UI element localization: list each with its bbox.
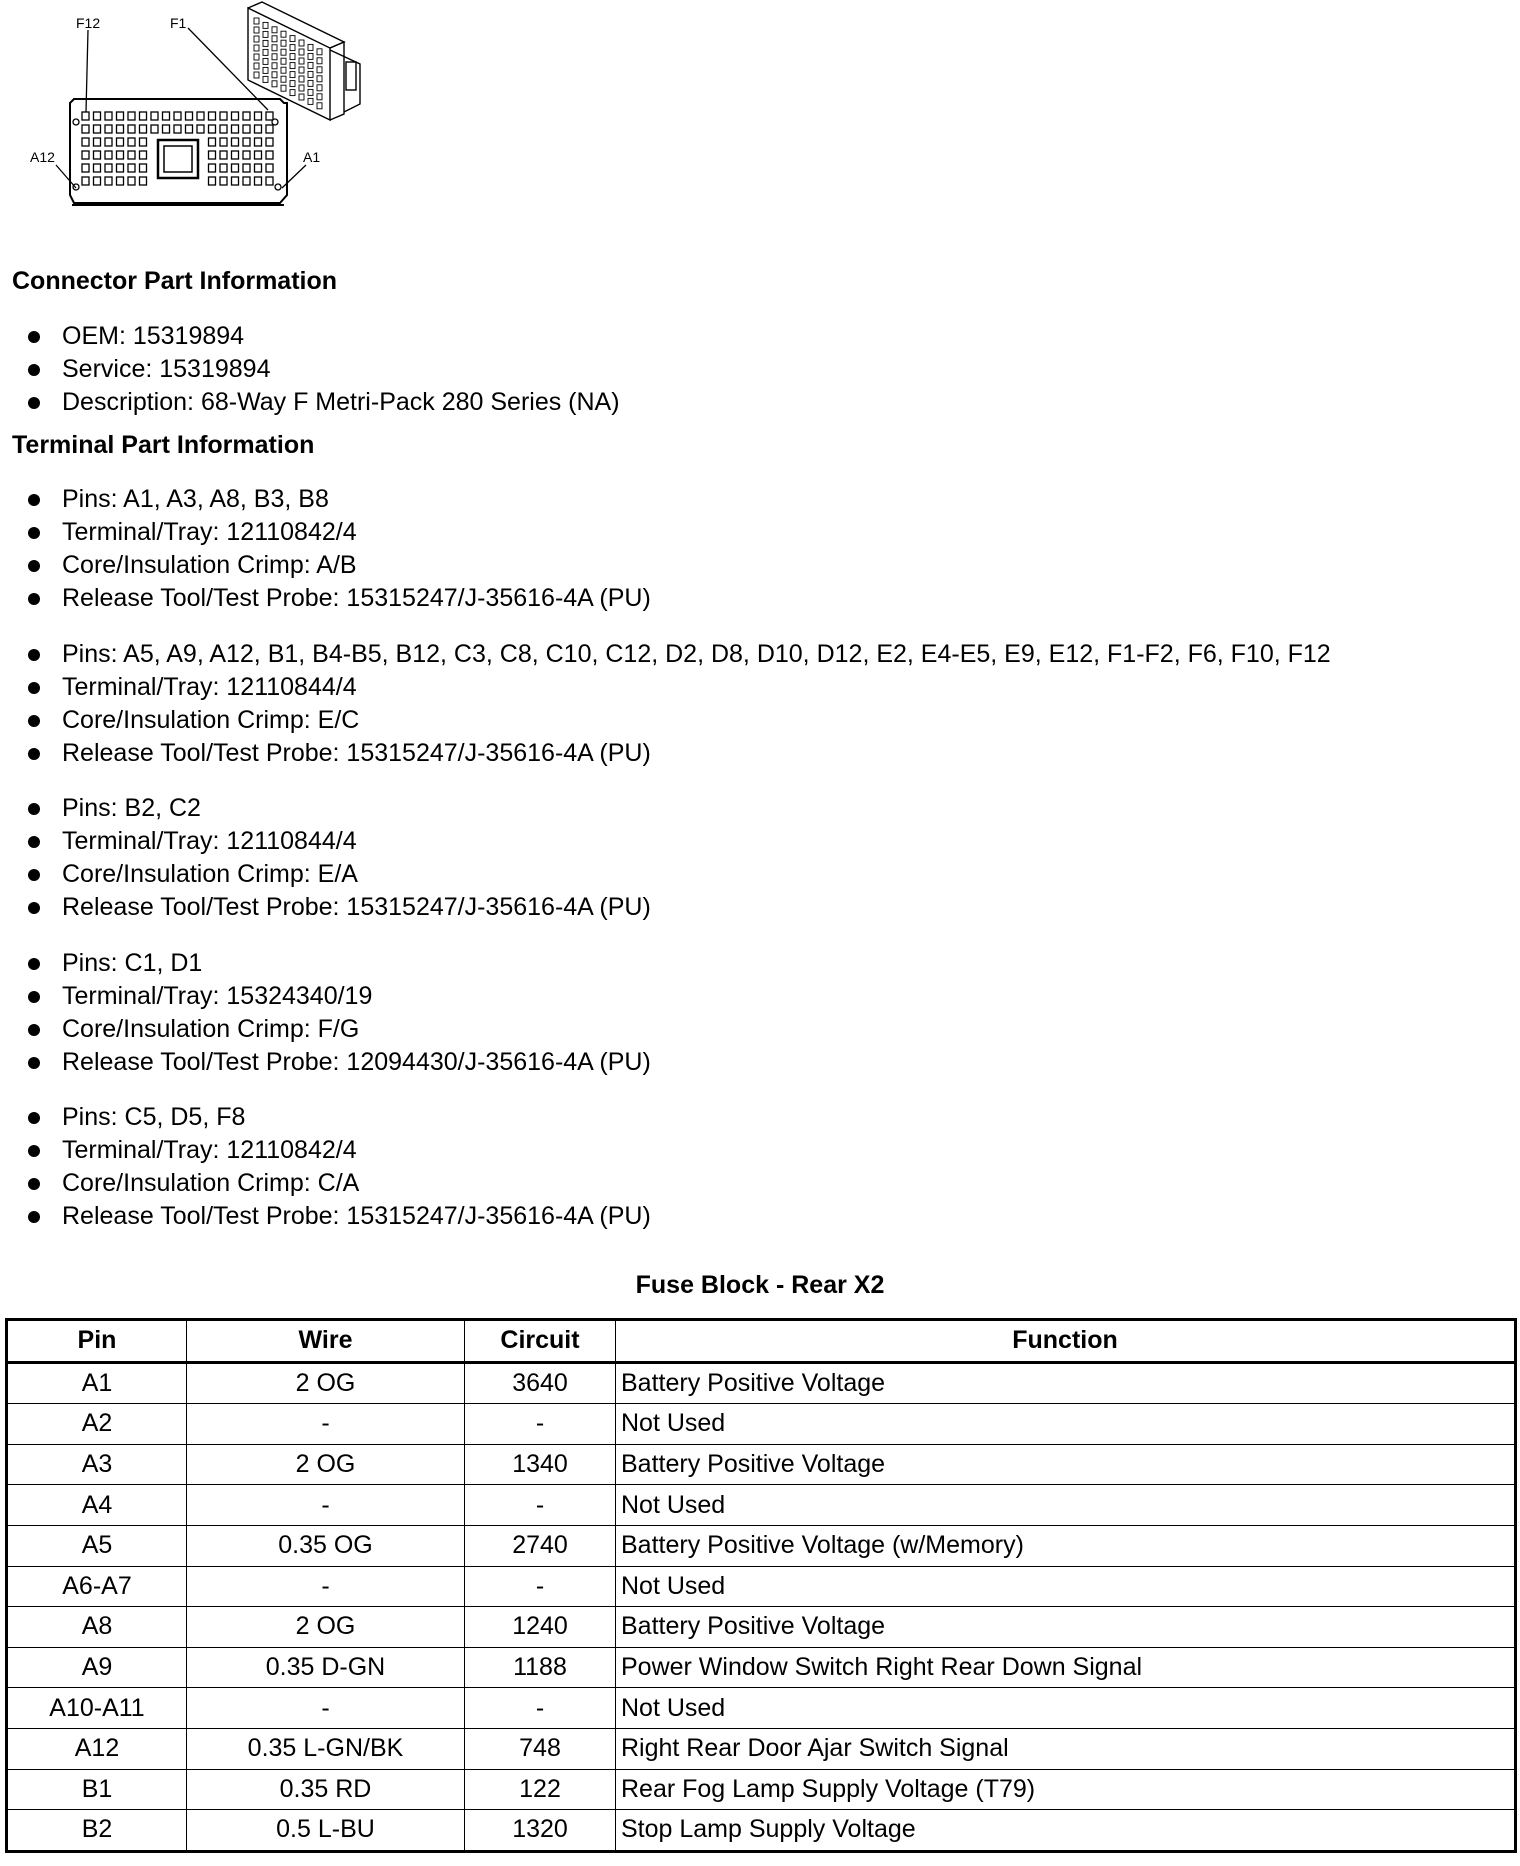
pin-cell: A1 xyxy=(7,1362,187,1404)
table-row xyxy=(7,1607,1516,1648)
cavity xyxy=(105,138,112,146)
terminal-info-heading: Terminal Part Information xyxy=(12,431,315,459)
circuit-cell: - xyxy=(465,1404,616,1445)
cavity xyxy=(220,164,227,172)
cavity xyxy=(117,151,124,159)
connector-info-heading: Connector Part Information xyxy=(12,267,338,295)
iso-cavity xyxy=(263,40,268,46)
pin-cell: A2 xyxy=(7,1404,187,1445)
cavity xyxy=(186,112,193,120)
wire-cell: - xyxy=(187,1566,465,1607)
pin-cell: B2 xyxy=(7,1810,187,1852)
iso-cavity xyxy=(272,63,277,69)
iso-cavity xyxy=(272,54,277,60)
cavity xyxy=(209,112,216,120)
cavity xyxy=(163,112,170,120)
iso-cavity xyxy=(299,49,304,55)
terminal-group xyxy=(28,483,651,615)
iso-cavity xyxy=(272,81,277,87)
list-item: Release Tool/Test Probe: 15315247/J-35616-4A (PU) xyxy=(28,737,1331,770)
cavity xyxy=(243,151,250,159)
cavity xyxy=(243,138,250,146)
cavity xyxy=(128,125,135,133)
cavity xyxy=(209,151,216,159)
wire-cell: 0.35 L-GN/BK xyxy=(187,1728,465,1769)
iso-cavity xyxy=(299,85,304,91)
cavity xyxy=(232,164,239,172)
iso-cavity xyxy=(317,103,322,109)
header-circuit: Circuit xyxy=(465,1320,616,1363)
iso-cavity xyxy=(281,58,286,64)
list-item: Terminal/Tray: 12110844/4 xyxy=(28,825,651,858)
list-item: Core/Insulation Crimp: C/A xyxy=(28,1167,651,1200)
iso-cavity xyxy=(254,54,259,60)
circuit-cell: 1340 xyxy=(465,1444,616,1485)
table-row xyxy=(7,1810,1516,1852)
cavity xyxy=(82,112,89,120)
cavity xyxy=(151,125,158,133)
iso-cavity xyxy=(317,58,322,64)
iso-cavity xyxy=(281,85,286,91)
cavity xyxy=(243,125,250,133)
cavity xyxy=(94,151,101,159)
cavity xyxy=(105,125,112,133)
table-row xyxy=(7,1404,1516,1445)
iso-cavity xyxy=(254,45,259,51)
table-row xyxy=(7,1566,1516,1607)
cavity xyxy=(255,164,262,172)
connector-info-list xyxy=(28,320,620,419)
cavity xyxy=(174,125,181,133)
cavity xyxy=(94,177,101,185)
cavity xyxy=(117,125,124,133)
pin-cell: A9 xyxy=(7,1647,187,1688)
wire-cell: - xyxy=(187,1485,465,1526)
iso-cavity xyxy=(281,31,286,37)
list-item: OEM: 15319894 xyxy=(28,320,620,353)
circuit-cell: 1240 xyxy=(465,1607,616,1648)
list-item: Pins: B2, C2 xyxy=(28,792,651,825)
cavity xyxy=(174,112,181,120)
list-item: Terminal/Tray: 12110842/4 xyxy=(28,1134,651,1167)
table-row xyxy=(7,1444,1516,1485)
iso-cavity xyxy=(308,80,313,86)
cavity xyxy=(140,164,147,172)
function-cell: Not Used xyxy=(616,1688,1516,1729)
circuit-cell: 2740 xyxy=(465,1525,616,1566)
table-row xyxy=(7,1728,1516,1769)
cavity xyxy=(266,138,273,146)
cavity xyxy=(255,125,262,133)
connector-diagram xyxy=(0,0,380,225)
list-item: Core/Insulation Crimp: F/G xyxy=(28,1013,651,1046)
wire-cell: - xyxy=(187,1688,465,1729)
wire-cell: 0.35 D-GN xyxy=(187,1647,465,1688)
terminal-group xyxy=(28,792,651,924)
iso-cavity xyxy=(254,36,259,42)
cavity xyxy=(128,164,135,172)
pin-cell: B1 xyxy=(7,1769,187,1810)
cavity xyxy=(232,177,239,185)
list-item: Pins: C1, D1 xyxy=(28,947,651,980)
cavity xyxy=(128,177,135,185)
cavity xyxy=(266,151,273,159)
list-item: Core/Insulation Crimp: E/C xyxy=(28,704,1331,737)
cavity xyxy=(128,112,135,120)
cavity xyxy=(105,164,112,172)
cavity xyxy=(220,177,227,185)
cavity xyxy=(266,125,273,133)
iso-cavity xyxy=(254,27,259,33)
table-row xyxy=(7,1769,1516,1810)
iso-cavity xyxy=(299,67,304,73)
callout-a12: A12 xyxy=(30,149,55,165)
iso-cavity xyxy=(254,63,259,69)
iso-cavity xyxy=(308,71,313,77)
iso-cavity xyxy=(272,45,277,51)
cavity xyxy=(140,112,147,120)
cavity xyxy=(209,164,216,172)
iso-cavity xyxy=(308,53,313,59)
cavity xyxy=(140,151,147,159)
pin-cell: A6-A7 xyxy=(7,1566,187,1607)
cavity xyxy=(232,138,239,146)
cavity xyxy=(117,138,124,146)
list-item: Terminal/Tray: 12110844/4 xyxy=(28,671,1331,704)
cavity xyxy=(117,164,124,172)
function-cell: Battery Positive Voltage xyxy=(616,1362,1516,1404)
cavity xyxy=(266,164,273,172)
circuit-cell: 122 xyxy=(465,1769,616,1810)
iso-cavity xyxy=(299,94,304,100)
iso-cavity xyxy=(308,89,313,95)
cavity xyxy=(82,125,89,133)
list-item: Release Tool/Test Probe: 15315247/J-35616-4A (PU) xyxy=(28,891,651,924)
list-item: Terminal/Tray: 15324340/19 xyxy=(28,980,651,1013)
cavity xyxy=(197,125,204,133)
circuit-cell: 748 xyxy=(465,1728,616,1769)
list-item: Description: 68-Way F Metri-Pack 280 Series (NA) xyxy=(28,386,620,419)
circuit-cell: - xyxy=(465,1688,616,1729)
iso-cavity xyxy=(263,31,268,37)
iso-cavity xyxy=(272,72,277,78)
function-cell: Right Rear Door Ajar Switch Signal xyxy=(616,1728,1516,1769)
iso-cavity xyxy=(317,67,322,73)
cavity xyxy=(117,112,124,120)
list-item: Core/Insulation Crimp: E/A xyxy=(28,858,651,891)
function-cell: Not Used xyxy=(616,1566,1516,1607)
cavity xyxy=(105,151,112,159)
cavity xyxy=(140,125,147,133)
iso-cavity xyxy=(272,27,277,33)
circuit-cell: 1320 xyxy=(465,1810,616,1852)
iso-cavity xyxy=(299,40,304,46)
wire-cell: 0.35 OG xyxy=(187,1525,465,1566)
cavity xyxy=(209,177,216,185)
cavity xyxy=(255,138,262,146)
function-cell: Battery Positive Voltage (w/Memory) xyxy=(616,1525,1516,1566)
list-item: Service: 15319894 xyxy=(28,353,620,386)
cavity xyxy=(243,164,250,172)
pin-cell: A4 xyxy=(7,1485,187,1526)
table-header-row xyxy=(7,1320,1516,1363)
cavity xyxy=(82,164,89,172)
cavity xyxy=(266,112,273,120)
iso-cavity xyxy=(272,36,277,42)
header-function: Function xyxy=(616,1320,1516,1363)
iso-cavity xyxy=(308,44,313,50)
table-row xyxy=(7,1525,1516,1566)
cavity xyxy=(209,138,216,146)
wire-cell: 2 OG xyxy=(187,1444,465,1485)
cavity xyxy=(151,112,158,120)
iso-cavity xyxy=(299,58,304,64)
cavity xyxy=(128,138,135,146)
iso-cavity xyxy=(281,67,286,73)
cavity xyxy=(232,151,239,159)
list-item: Pins: A5, A9, A12, B1, B4-B5, B12, C3, C8, C10, C12, D2, D8, D10, D12, E2, E4-E5, E9, E12, F1-F2, F6, F10, F12 xyxy=(28,638,1331,671)
iso-cavity xyxy=(317,94,322,100)
cavity xyxy=(220,151,227,159)
iso-cavity xyxy=(290,63,295,69)
list-item: Core/Insulation Crimp: A/B xyxy=(28,549,651,582)
function-cell: Not Used xyxy=(616,1404,1516,1445)
terminal-group xyxy=(28,947,651,1079)
iso-cavity xyxy=(254,72,259,78)
cavity xyxy=(209,125,216,133)
iso-cavity xyxy=(281,49,286,55)
cavity xyxy=(82,177,89,185)
pin-cell: A12 xyxy=(7,1728,187,1769)
cavity xyxy=(140,177,147,185)
cavity xyxy=(243,112,250,120)
cavity xyxy=(94,112,101,120)
cavity xyxy=(82,138,89,146)
cavity xyxy=(220,125,227,133)
wire-cell: 0.35 RD xyxy=(187,1769,465,1810)
cavity xyxy=(128,151,135,159)
iso-cavity xyxy=(263,67,268,73)
cavity xyxy=(105,177,112,185)
iso-cavity xyxy=(290,81,295,87)
iso-cavity xyxy=(263,22,268,28)
list-item: Release Tool/Test Probe: 12094430/J-35616-4A (PU) xyxy=(28,1046,651,1079)
header-wire: Wire xyxy=(187,1320,465,1363)
pin-cell: A10-A11 xyxy=(7,1688,187,1729)
iso-cavity xyxy=(317,76,322,82)
callout-a1: A1 xyxy=(303,149,321,165)
cavity xyxy=(94,164,101,172)
circuit-cell: 1188 xyxy=(465,1647,616,1688)
function-cell: Battery Positive Voltage xyxy=(616,1444,1516,1485)
callout-f12: F12 xyxy=(76,15,101,31)
wire-cell: 2 OG xyxy=(187,1362,465,1404)
cavity xyxy=(94,138,101,146)
iso-cavity xyxy=(290,45,295,51)
cavity xyxy=(82,151,89,159)
cavity xyxy=(232,112,239,120)
terminal-group xyxy=(28,638,1331,770)
list-item: Terminal/Tray: 12110842/4 xyxy=(28,516,651,549)
cavity xyxy=(197,112,204,120)
iso-cavity xyxy=(290,36,295,42)
table-title: Fuse Block - Rear X2 xyxy=(635,1271,885,1299)
iso-cavity xyxy=(308,62,313,68)
circuit-cell: - xyxy=(465,1566,616,1607)
table-row xyxy=(7,1362,1516,1404)
iso-cavity xyxy=(317,85,322,91)
pin-cell: A8 xyxy=(7,1607,187,1648)
iso-cavity xyxy=(263,49,268,55)
wire-cell: - xyxy=(187,1404,465,1445)
iso-cavity xyxy=(281,40,286,46)
table-row xyxy=(7,1647,1516,1688)
cavity xyxy=(220,138,227,146)
wire-cell: 0.5 L-BU xyxy=(187,1810,465,1852)
connector-isometric-view xyxy=(248,2,360,120)
cavity xyxy=(255,177,262,185)
cavity xyxy=(220,112,227,120)
iso-cavity xyxy=(290,90,295,96)
iso-cavity xyxy=(299,76,304,82)
cavity xyxy=(186,125,193,133)
cavity xyxy=(140,138,147,146)
pinout-table xyxy=(5,1318,1517,1853)
iso-cavity xyxy=(290,54,295,60)
terminal-group xyxy=(28,1101,651,1233)
iso-cavity xyxy=(281,76,286,82)
iso-cavity xyxy=(308,98,313,104)
table-row xyxy=(7,1688,1516,1729)
cavity xyxy=(243,177,250,185)
pin-cell: A3 xyxy=(7,1444,187,1485)
function-cell: Stop Lamp Supply Voltage xyxy=(616,1810,1516,1852)
cavity xyxy=(163,125,170,133)
iso-cavity xyxy=(263,76,268,82)
pin-cell: A5 xyxy=(7,1525,187,1566)
cavity xyxy=(255,151,262,159)
cavity xyxy=(117,177,124,185)
cavity xyxy=(266,177,273,185)
function-cell: Power Window Switch Right Rear Down Signal xyxy=(616,1647,1516,1688)
list-item: Pins: C5, D5, F8 xyxy=(28,1101,651,1134)
iso-cavity xyxy=(290,72,295,78)
list-item: Pins: A1, A3, A8, B3, B8 xyxy=(28,483,651,516)
iso-cavity xyxy=(254,18,259,24)
circuit-cell: 3640 xyxy=(465,1362,616,1404)
list-item: Release Tool/Test Probe: 15315247/J-35616-4A (PU) xyxy=(28,582,651,615)
table-row xyxy=(7,1485,1516,1526)
function-cell: Not Used xyxy=(616,1485,1516,1526)
cavity xyxy=(255,112,262,120)
header-pin: Pin xyxy=(7,1320,187,1363)
iso-cavity xyxy=(263,58,268,64)
callout-f1: F1 xyxy=(170,15,187,31)
wire-cell: 2 OG xyxy=(187,1607,465,1648)
cavity xyxy=(94,125,101,133)
iso-cavity xyxy=(317,49,322,55)
list-item: Release Tool/Test Probe: 15315247/J-35616-4A (PU) xyxy=(28,1200,651,1233)
cavity xyxy=(232,125,239,133)
function-cell: Rear Fog Lamp Supply Voltage (T79) xyxy=(616,1769,1516,1810)
circuit-cell: - xyxy=(465,1485,616,1526)
function-cell: Battery Positive Voltage xyxy=(616,1607,1516,1648)
cavity xyxy=(105,112,112,120)
